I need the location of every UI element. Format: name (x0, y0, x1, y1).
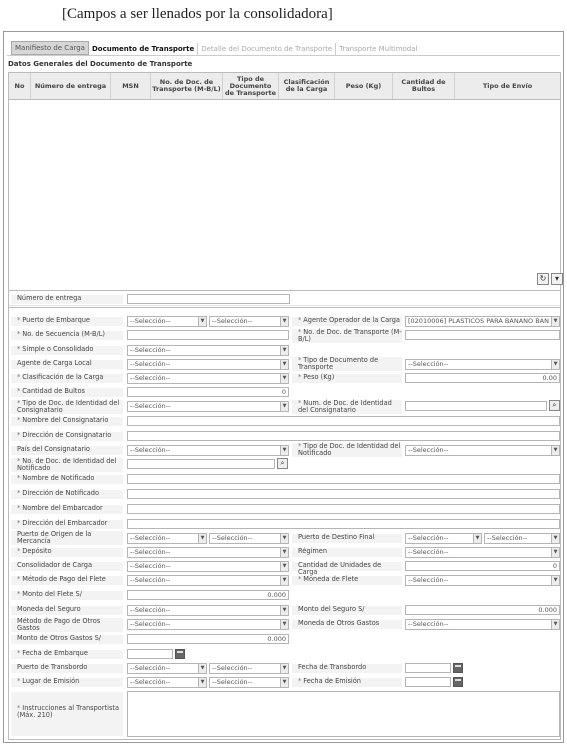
monto-flete-label: * Monto del Flete S/ (11, 591, 123, 600)
chevron-down-icon: ▼ (280, 402, 288, 411)
cantidad-bultos-label: * Cantidad de Bultos (11, 388, 123, 397)
puerto-transbordo-port-select[interactable]: --Selección-- ▼ (209, 663, 289, 674)
fecha-emision-input[interactable] (405, 677, 451, 687)
no-doc-transporte-label: * No. de Doc. de Transporte (M-B/L) (292, 329, 402, 343)
num-doc-identidad-consignatario-label: * Num. de Doc. de Identidad del Consignatario (292, 400, 402, 414)
chevron-down-icon: ▼ (551, 360, 559, 369)
chevron-down-icon: ▼ (473, 534, 481, 543)
metodo-pago-otros-select[interactable]: --Selección-- ▼ (127, 619, 289, 630)
chevron-down-icon: ▼ (280, 562, 288, 571)
nombre-embarcador-input[interactable] (127, 504, 560, 514)
direccion-embarcador-label: * Dirección del Embarcador (11, 520, 123, 529)
chevron-down-icon: ▼ (280, 374, 288, 383)
calendar-icon[interactable] (175, 649, 185, 659)
deposito-label: * Depósito (11, 548, 123, 557)
chevron-down-icon: ▼ (280, 534, 288, 543)
instrucciones-textarea[interactable] (127, 691, 560, 737)
chevron-down-icon: ▼ (280, 548, 288, 557)
consolidador-label: Consolidador de Carga (11, 562, 123, 571)
moneda-otros-label: Moneda de Otros Gastos (292, 620, 402, 629)
no-doc-identidad-notificado-input[interactable] (127, 459, 275, 469)
chevron-down-icon: ▼ (280, 620, 288, 629)
agente-operador-label: * Agente Operador de la Carga (292, 317, 402, 326)
instrucciones-label: * Instrucciones al Transportista (Máx. 210) (11, 692, 123, 736)
column-header-msn[interactable]: MSN (111, 73, 151, 99)
puerto-transbordo-label: Puerto de Transbordo (11, 664, 123, 673)
column-header-tipo-documento[interactable]: Tipo de Documento de Transporte (223, 73, 279, 99)
clasificacion-carga-select[interactable]: --Selección-- ▼ (127, 373, 289, 384)
chevron-down-icon: ▼ (551, 620, 559, 629)
tipo-doc-identidad-consignatario-select[interactable]: --Selección-- ▼ (127, 401, 289, 412)
chevron-down-icon: ▼ (198, 678, 206, 687)
direccion-notificado-label: * Dirección de Notificado (11, 490, 123, 499)
consolidador-select[interactable]: --Selección-- ▼ (127, 561, 289, 572)
pais-consignatario-label: País del Consignatario (11, 446, 123, 455)
chevron-down-icon: ▼ (551, 548, 559, 557)
cantidad-unidades-label: Cantidad de Unidades de Carga (292, 562, 402, 571)
pais-consignatario-select[interactable]: --Selección-- ▼ (127, 445, 289, 456)
calendar-icon[interactable] (453, 663, 463, 673)
nombre-embarcador-label: * Nombre del Embarcador (11, 505, 123, 514)
tipo-doc-transporte-select[interactable]: --Selección-- ▼ (405, 359, 560, 370)
grid-toolbar (8, 272, 561, 288)
fecha-embarque-input[interactable] (127, 649, 173, 659)
chevron-down-icon: ▼ (551, 317, 559, 326)
simple-consolidado-label: * Simple o Consolidado (11, 346, 123, 355)
page-heading: [Campos a ser llenados por la consolidadora] (62, 6, 333, 22)
chevron-down-icon: ▼ (551, 534, 559, 543)
chevron-down-icon: ▼ (198, 664, 206, 673)
nombre-notificado-input[interactable] (127, 474, 560, 484)
lugar-emision-label: * Lugar de Emisión (11, 678, 123, 687)
column-header-numero-entrega[interactable]: Número de entrega (31, 73, 111, 99)
no-secuencia-label: * No. de Secuencia (M-B/L) (11, 331, 123, 340)
no-doc-identidad-notificado-label: * No. de Doc. de Identidad del Notificado (11, 458, 123, 472)
puerto-transbordo-country-select[interactable]: --Selección-- ▼ (127, 663, 207, 674)
puerto-destino-country-select[interactable]: --Selección-- ▼ (405, 533, 482, 544)
simple-consolidado-select[interactable]: --Selección-- ▼ (127, 345, 289, 356)
chevron-down-icon: ▼ (280, 317, 288, 326)
fecha-emision-label: * Fecha de Emisión (292, 678, 402, 687)
lugar-emision-country-select[interactable]: --Selección-- ▼ (127, 677, 207, 688)
puerto-destino-final-label: Puerto de Destino Final (292, 534, 402, 543)
tab-manifiesto-de-carga[interactable]: Manifiesto de Carga (11, 41, 89, 55)
chevron-down-icon: ▼ (280, 576, 288, 585)
agente-operador-select[interactable]: [02010006] PLASTICOS PARA BANANO BAN ▼ (405, 316, 560, 327)
search-icon[interactable]: ⌕ (277, 458, 288, 469)
search-icon[interactable]: ⌕ (549, 400, 560, 411)
puerto-embarque-port-select[interactable]: --Selección-- ▼ (209, 316, 289, 327)
no-doc-transporte-input[interactable] (405, 330, 560, 340)
puerto-origen-port-select[interactable]: --Selección-- ▼ (209, 533, 289, 544)
puerto-origen-label: Puerto de Origen de la Mercancía (11, 531, 123, 545)
metodo-pago-flete-label: * Método de Pago del Flete (11, 576, 123, 585)
fecha-embarque-label: * Fecha de Embarque (11, 650, 123, 659)
grid-header (9, 73, 560, 100)
regimen-label: Régimen (292, 548, 402, 557)
chevron-down-icon: ▼ (280, 664, 288, 673)
moneda-seguro-select[interactable]: --Selección-- ▼ (127, 605, 289, 616)
peso-input[interactable]: 0.00 (405, 373, 560, 383)
nombre-notificado-label: * Nombre de Notificado (11, 475, 123, 484)
tab-divider (7, 55, 560, 56)
calendar-icon[interactable] (453, 677, 463, 687)
refresh-icon[interactable]: ↻ (537, 273, 549, 285)
monto-otros-input[interactable]: 0.000 (127, 634, 289, 644)
column-header-tipo-envio[interactable]: Tipo de Envío (482, 81, 533, 90)
direccion-consignatario-input[interactable] (127, 431, 560, 441)
cantidad-bultos-input[interactable]: 0 (127, 387, 289, 397)
numero-entrega-input[interactable] (127, 294, 290, 304)
moneda-seguro-label: Moneda del Seguro (11, 606, 123, 615)
agente-carga-local-select[interactable]: --Selección-- ▼ (127, 359, 289, 370)
tab-documento-de-transporte[interactable]: Documento de Transporte (89, 43, 198, 55)
regimen-select[interactable]: --Selección-- ▼ (405, 547, 560, 558)
chevron-down-icon: ▼ (280, 606, 288, 615)
agente-carga-local-label: Agente de Carga Local (11, 360, 123, 369)
lugar-emision-port-select[interactable]: --Selección-- ▼ (209, 677, 289, 688)
form-row-divider (9, 305, 560, 306)
chevron-down-icon[interactable]: ▾ (551, 273, 563, 285)
metodo-pago-flete-select[interactable]: --Selección-- ▼ (127, 575, 289, 586)
chevron-down-icon: ▼ (198, 534, 206, 543)
num-doc-identidad-consignatario-input[interactable] (405, 401, 547, 411)
tab-detalle-documento-transporte[interactable]: Detalle del Documento de Transporte (198, 43, 336, 55)
transport-document-panel (3, 31, 564, 743)
section-title: Datos Generales del Documento de Transporte (8, 60, 193, 68)
chevron-down-icon: ▼ (280, 346, 288, 355)
chevron-down-icon: ▼ (198, 317, 206, 326)
peso-label: * Peso (Kg) (292, 374, 402, 383)
direccion-notificado-input[interactable] (127, 489, 560, 499)
fecha-transbordo-label: Fecha de Transbordo (292, 664, 402, 673)
puerto-destino-port-select[interactable]: --Selección-- ▼ (484, 533, 560, 544)
chevron-down-icon: ▼ (280, 360, 288, 369)
puerto-embarque-country-select[interactable]: --Selección-- ▼ (127, 316, 207, 327)
transport-document-form (8, 290, 561, 740)
column-header-peso[interactable]: Peso (Kg) (335, 73, 393, 99)
tab-transporte-multimodal[interactable]: Transporte Multimodal (339, 45, 418, 53)
tipo-doc-identidad-notificado-label: * Tipo de Doc. de Identidad del Notificado (292, 443, 402, 457)
no-secuencia-input[interactable] (127, 330, 289, 340)
monto-otros-label: Monto de Otros Gastos S/ (11, 635, 123, 644)
direccion-consignatario-label: * Dirección de Consignatario (11, 432, 123, 441)
puerto-origen-country-select[interactable]: --Selección-- ▼ (127, 533, 207, 544)
nombre-consignatario-input[interactable] (127, 416, 560, 426)
tab-bar (11, 41, 421, 55)
monto-flete-input[interactable]: 0.000 (127, 590, 289, 600)
puerto-embarque-label: * Puerto de Embarque (11, 317, 123, 326)
monto-seguro-label: Monto del Seguro S/ (292, 606, 402, 615)
chevron-down-icon: ▼ (551, 446, 559, 455)
numero-entrega-label: Número de entrega (11, 295, 123, 304)
column-header-no-doc-transporte[interactable]: No. de Doc. de Transporte (M-B/L) (151, 73, 223, 99)
column-header-cantidad-bultos[interactable]: Cantidad de Bultos (393, 73, 455, 99)
tipo-doc-transporte-label: * Tipo de Documento de Transporte (292, 357, 402, 371)
tipo-doc-identidad-consignatario-label: * Tipo de Doc. de Identidad del Consignatario (11, 400, 123, 414)
deposito-select[interactable]: --Selección-- ▼ (127, 547, 289, 558)
clasificacion-carga-label: * Clasificación de la Carga (11, 374, 123, 383)
nombre-consignatario-label: * Nombre del Consignatario (11, 417, 123, 426)
chevron-down-icon: ▼ (280, 678, 288, 687)
monto-seguro-input[interactable]: 0.000 (405, 605, 560, 615)
metodo-pago-otros-label: Método de Pago de Otros Gastos (11, 618, 123, 632)
chevron-down-icon: ▼ (280, 446, 288, 455)
column-header-no[interactable]: No (9, 73, 31, 99)
moneda-flete-label: * Moneda de Flete (292, 576, 402, 585)
moneda-flete-select[interactable]: --Selección-- ▼ (405, 575, 560, 586)
chevron-down-icon: ▼ (551, 576, 559, 585)
cantidad-unidades-input[interactable]: 0 (405, 561, 560, 571)
moneda-otros-select[interactable]: --Selección-- ▼ (405, 619, 560, 630)
column-header-clasificacion[interactable]: Clasificación de la Carga (279, 73, 335, 99)
fecha-transbordo-input[interactable] (405, 663, 451, 673)
tipo-doc-identidad-notificado-select[interactable]: --Selección-- ▼ (405, 445, 560, 456)
direccion-embarcador-input[interactable] (127, 519, 560, 529)
